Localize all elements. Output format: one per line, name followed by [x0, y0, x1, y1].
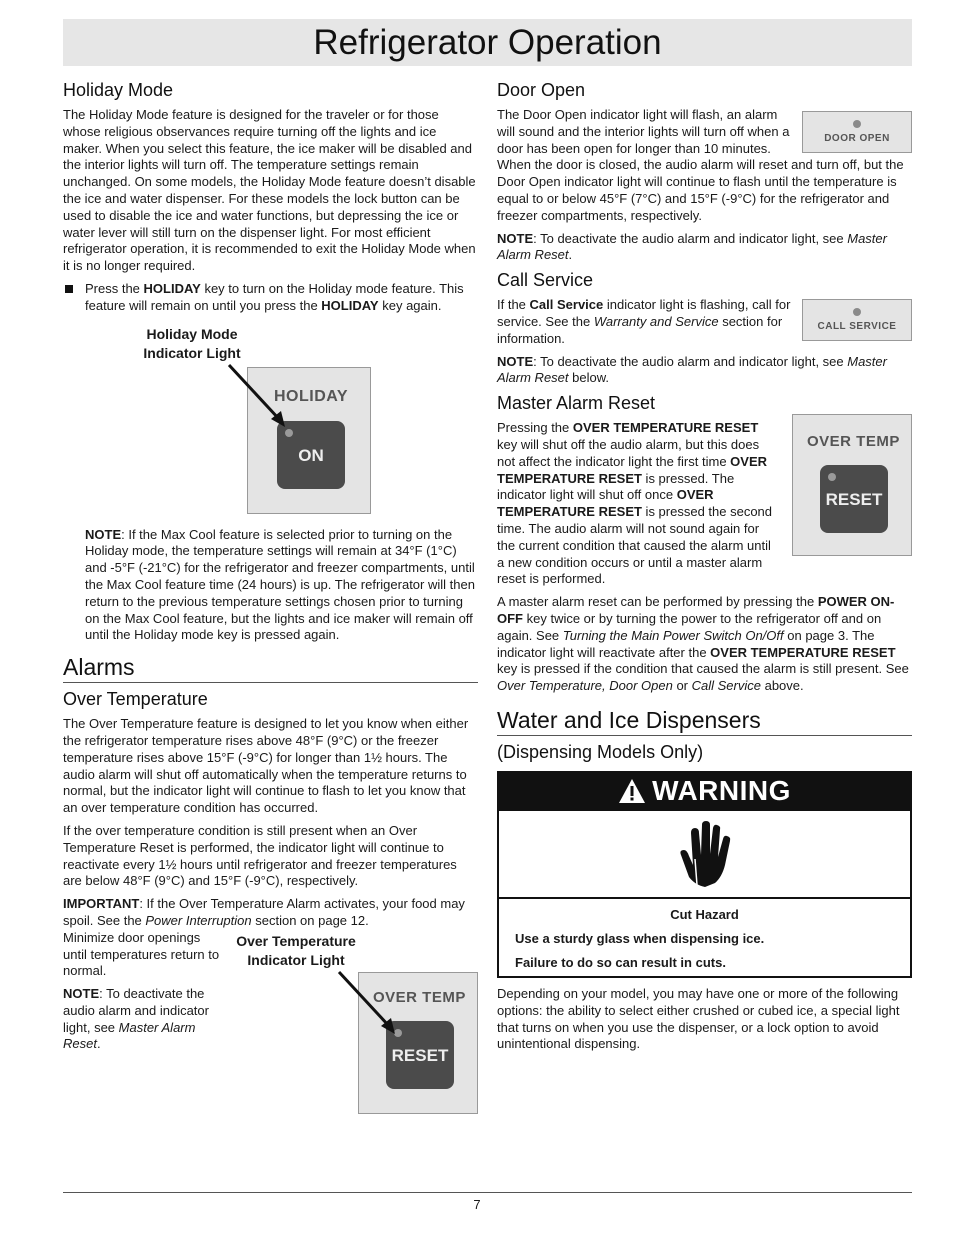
door-open-heading: Door Open	[497, 80, 586, 100]
warning-line-2: Failure to do so can result in cuts.	[515, 954, 726, 970]
warning-hazard: Cut Hazard	[670, 906, 739, 922]
call-service-paragraph: If the Call Service indicator light is flashing, call for service. See the Warranty and Service section for information.	[497, 297, 791, 346]
master-reset-panel-title: OVER TEMP	[807, 433, 900, 451]
over-temp-note: NOTE: To deactivate the audio alarm and indicator light, see Master Alarm Reset.	[63, 986, 209, 1052]
door-open-note: NOTE: To deactivate the audio alarm and indicator light, see Master Alarm Reset.	[497, 230, 887, 263]
over-temp-side-text	[63, 930, 225, 1060]
call-service-indicator-panel: CALL SERVICE	[802, 299, 912, 341]
pointer-arrow-icon	[223, 363, 293, 433]
page-title: Refrigerator Operation	[313, 23, 662, 62]
footer-rule	[63, 1192, 912, 1193]
over-temp-panel-title: OVER TEMP	[373, 988, 466, 1006]
indicator-led-icon	[828, 473, 836, 481]
holiday-caption: Holiday Mode Indicator Light	[143, 325, 241, 361]
indicator-led-icon	[853, 308, 861, 316]
holiday-mode-heading: Holiday Mode	[63, 80, 174, 100]
warning-title: WARNING	[652, 774, 791, 806]
holiday-figure	[63, 325, 478, 519]
door-open-paragraph: The Door Open indicator light will flash, an alarm will sound and the interior lights will turn off when a door has been open for longer than 10 minutes. When the door is closed, the audio alarm will reset and turn off, but the Door Open indicator light will continue to flash until the temperature is equal to or below 45°F (7°C) and 15°F (-9°C) for the refrigerator and freezer compartments, respectively.	[497, 107, 904, 223]
over-temperature-paragraph-1: The Over Temperature feature is designed to let you know when either the refrigerator temperature rises above 48°F (9°C) or the freezer temperature rises above 15°F (-9°C) for longer than 1½ hours. The audio alarm will shut off automatically when the temperature returns to normal, but the indicator light will continue to flash to let you know that an over temperature condition has occurred.	[63, 716, 469, 816]
holiday-mode-paragraph: The Holiday Mode feature is designed for the traveler or for those whose religious observances require turning off the lights and ice maker. When you select this feature, the ice maker will be disabled and the interior lights will turn off. The temperature settings remain unchanged. On some models, the Holiday Mode feature doesn’t disable the ice and water dispenser. For these models the lock button can be used to disable the ice and water functions, but depressing the ice or water lever will still turn on the dispenser light. For most efficient refrigerator operation, it is recommended to exit the Holiday Mode when it is no longer required.	[63, 107, 476, 274]
over-temp-caption: Over Temperature Indicator Light	[236, 932, 356, 968]
holiday-panel-title: HOLIDAY	[274, 387, 349, 405]
important-paragraph: IMPORTANT: If the Over Temperature Alarm activates, your food may spoil. See the Power Interruption section on page 12.	[63, 896, 465, 928]
master-reset-indicator-panel	[792, 414, 912, 556]
indicator-led-icon	[853, 120, 861, 128]
warning-line-1: Use a sturdy glass when dispensing ice.	[515, 930, 765, 946]
pointer-arrow-icon	[333, 970, 403, 1040]
right-column	[497, 80, 912, 1059]
master-reset-paragraph-2: A master alarm reset can be performed by pressing the POWER ON-OFF key twice or by turning the power to the refrigerator off and on again. See Turning the Main Power Switch On/Off on page 3. The indicator light will reactivate after the OVER TEMPERATURE RESET key is pressed if the condition that caused the alarm is still present. See Over Temperature, Door Open or Call Service above.	[497, 594, 909, 694]
dispensing-models-subheading: (Dispensing Models Only)	[497, 741, 704, 762]
door-open-indicator-panel: DOOR OPEN	[802, 111, 912, 153]
over-temperature-paragraph-2: If the over temperature condition is still present when an Over Temperature Reset is performed, the indicator light will continue to reactivate every 1½ hours until refrigerator and freezer temperatures are below 48°F (9°C) and 15°F (-9°C), respectively.	[63, 822, 457, 889]
bullet-square-icon	[65, 285, 73, 293]
call-service-heading: Call Service	[497, 270, 594, 291]
dispensers-paragraph: Depending on your model, you may have one or more of the following options: the ability to select either crushed or cubed ice, a special light that turns on when you use the dispenser, or a lock option to avoid unintentional dispensing.	[497, 985, 900, 1052]
minimize-text: Minimize door openings until temperatures return to normal.	[63, 929, 220, 979]
master-alarm-reset-heading: Master Alarm Reset	[497, 393, 656, 414]
call-service-note: NOTE: To deactivate the audio alarm and indicator light, see Master Alarm Reset below.	[497, 353, 887, 386]
holiday-note: NOTE: If the Max Cool feature is selected prior to turning on the Holiday mode, the temperature settings will remain at 34°F (1°C) and -5°F (-21°C) for the refrigerator and freezer compartments, until the Max Cool feature time (24 hours) is up. The refrigerator will then return to the previous temperature settings chosen prior to turning on the Max Cool feature, but the lights and ice maker will remain off until the Holiday mode key is pressed again.	[85, 526, 475, 643]
page-title-bar	[63, 19, 912, 66]
warning-box	[497, 771, 912, 978]
page-number: 7	[473, 1197, 481, 1212]
cut-hand-icon	[675, 819, 735, 889]
water-ice-heading: Water and Ice Dispensers	[497, 707, 912, 736]
warning-body	[499, 899, 910, 976]
over-temperature-heading: Over Temperature	[63, 689, 208, 710]
warning-triangle-icon	[618, 778, 646, 804]
alarms-heading: Alarms	[63, 654, 478, 683]
master-reset-paragraph-1: Pressing the OVER TEMPERATURE RESET key will shut off the audio alarm, but this does not affect the indicator light the first time OVER TEMPERATURE RESET is pressed. The indicator light will shut off once OVER TEMPERATURE RESET is pressed the second time. The audio alarm will not sound again for the current condition that caused the alarm until a new condition occurs or until a master alarm reset is performed.	[497, 420, 773, 587]
holiday-on-button[interactable]: ON	[277, 421, 345, 489]
warning-pictogram	[499, 809, 910, 899]
left-column	[63, 80, 478, 1120]
over-temp-figure	[63, 930, 478, 1120]
holiday-bullet: Press the HOLIDAY key to turn on the Holiday mode feature. This feature will remain on until you press the HOLIDAY key again.	[63, 281, 478, 315]
warning-header	[499, 773, 910, 809]
over-temp-reset-button[interactable]: RESET	[386, 1021, 454, 1089]
master-reset-button[interactable]: RESET	[820, 465, 888, 533]
